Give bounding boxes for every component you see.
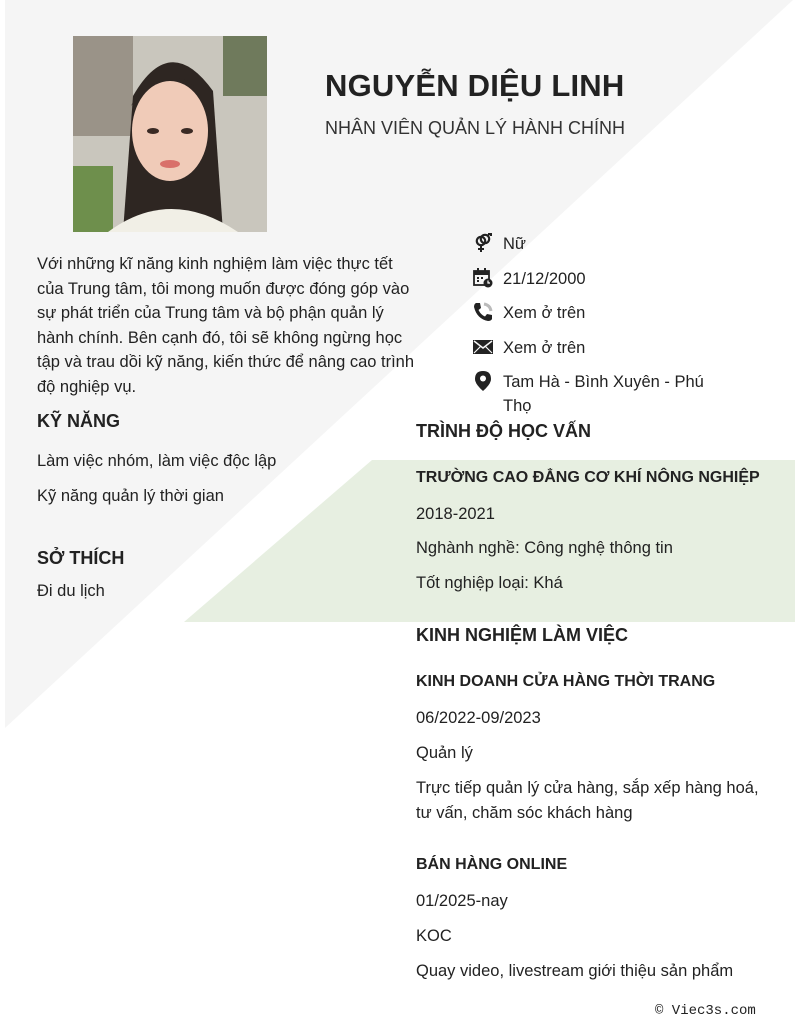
email-icon — [472, 336, 494, 358]
profile-photo — [73, 36, 267, 232]
job-description: Quay video, livestream giới thiệu sản phẩm — [416, 962, 734, 980]
job-period: 01/2025-nay — [416, 892, 508, 910]
phone-value: Xem ở trên — [503, 304, 586, 322]
gender-icon — [472, 232, 494, 254]
gender-value: Nữ — [503, 235, 526, 253]
contact-phone — [472, 301, 732, 325]
location-pin-icon — [472, 370, 494, 392]
birthdate-value: 21/12/2000 — [503, 269, 586, 288]
candidate-name: NGUYỄN DIỆU LINH — [325, 68, 625, 103]
email-value: Xem ở trên — [503, 338, 586, 357]
copyright-footer: © Viec3s.com — [655, 1003, 756, 1019]
experience-title: KINH NGHIỆM LÀM VIỆC — [416, 625, 629, 645]
job-period: 06/2022-09/2023 — [416, 709, 541, 727]
calendar-icon — [472, 267, 494, 289]
contact-email — [472, 336, 732, 360]
education-period: 2018-2021 — [416, 505, 495, 523]
address-value: Tam Hà - Bình Xuyên - Phú Thọ — [503, 373, 704, 415]
education-major: Nghành nghề: Công nghệ thông tin — [416, 539, 673, 557]
hobby-item: Đi du lịch — [37, 582, 105, 600]
career-objective: Với những kĩ năng kinh nghiệm làm việc thực tết của Trung tâm, tôi mong muốn được đóng góp vào sự phát triển của Trung tâm và bộ phận quản lý hành chính. Bên cạnh đó, tôi sẽ không ngừng học tập và trau dồi kỹ năng, kiến thức để nâng cao trình độ nghiệp vụ. — [37, 255, 415, 396]
education-title: TRÌNH ĐỘ HỌC VẤN — [416, 421, 591, 441]
job-company: KINH DOANH CỬA HÀNG THỜI TRANG — [416, 673, 716, 690]
contact-gender — [472, 232, 732, 256]
contact-address — [472, 370, 732, 418]
skill-item: Làm việc nhóm, làm việc độc lập — [37, 452, 277, 470]
skills-title: KỸ NĂNG — [37, 411, 121, 431]
phone-icon — [472, 301, 494, 323]
job-description: Trực tiếp quản lý cửa hàng, sắp xếp hàng hoá, tư vấn, chăm sóc khách hàng — [416, 779, 759, 822]
job-role: KOC — [416, 927, 452, 945]
job-role: Quản lý — [416, 744, 473, 762]
skill-item: Kỹ năng quản lý thời gian — [37, 487, 224, 505]
contact-info — [472, 232, 732, 429]
school-name: TRƯỜNG CAO ĐẲNG CƠ KHÍ NÔNG NGHIỆP — [416, 469, 760, 486]
contact-birthdate — [472, 267, 732, 291]
job-company: BÁN HÀNG ONLINE — [416, 856, 568, 873]
hobbies-title: SỞ THÍCH — [37, 548, 125, 568]
job-title: NHÂN VIÊN QUẢN LÝ HÀNH CHÍNH — [325, 118, 626, 138]
education-grade: Tốt nghiệp loại: Khá — [416, 574, 563, 592]
